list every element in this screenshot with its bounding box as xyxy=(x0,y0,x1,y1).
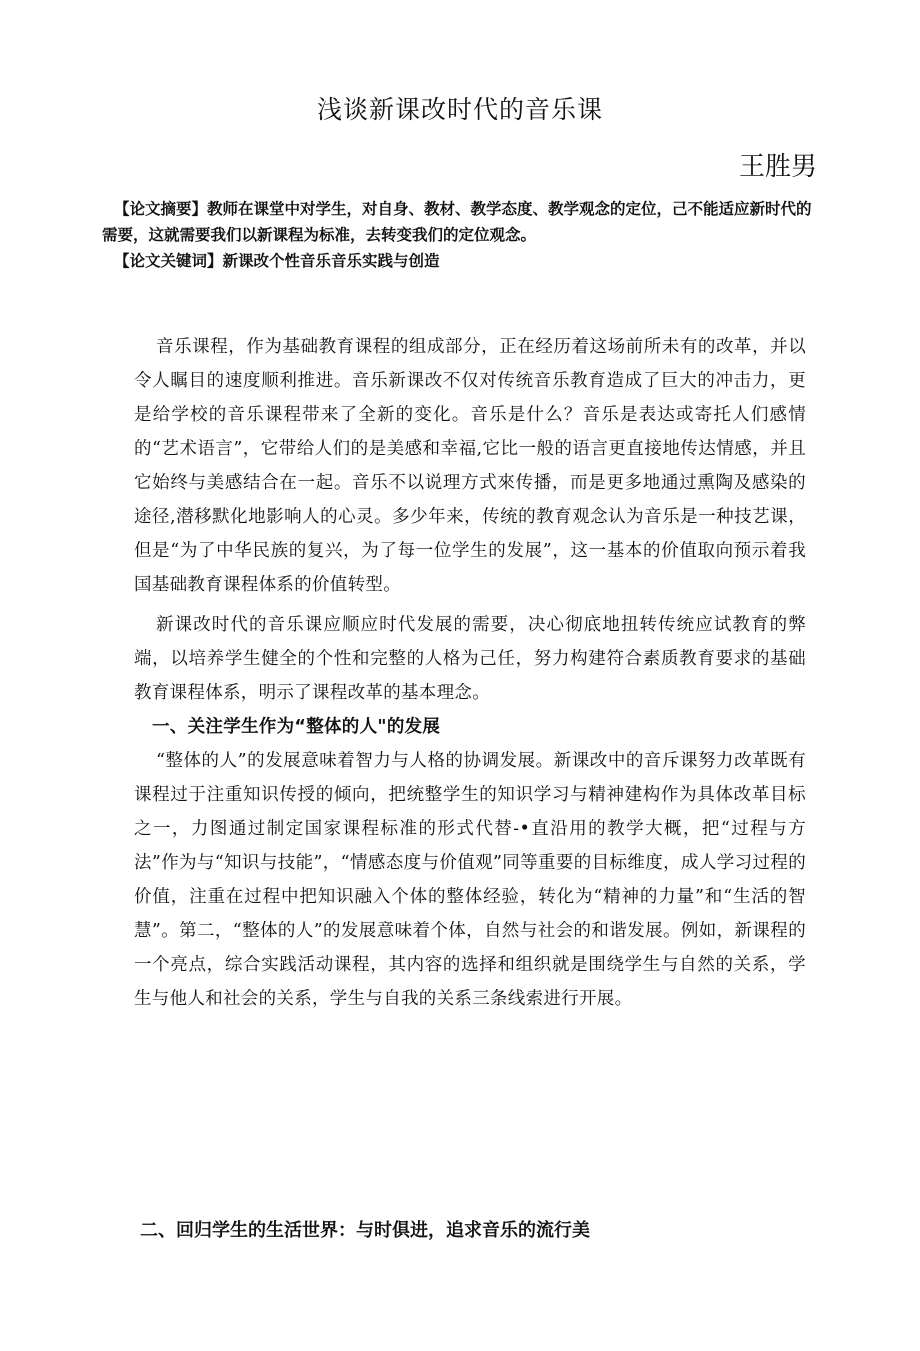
abstract-block xyxy=(102,196,814,274)
document-title: 浅谈新课改时代的音乐课 xyxy=(316,95,603,124)
body-paragraph-2: 新课改时代的音乐课应顺应时代发展的需要，决心彻底地扭转传统应试教育的弊端，以培养学生健全的个性和完整的人格为己任，努力构建符合素质教育要求的基础教育课程体系，明示了课程改革的基本理念。 xyxy=(134,615,806,703)
section-heading-2: 二、回归学生的生活世界：与时俱进，追求音乐的流行美 xyxy=(140,1220,590,1241)
document-author: 王胜男 xyxy=(738,152,817,182)
body-paragraph-1: 音乐课程，作为基础教育课程的组成部分，正在经历着这场前所未有的改革，并以令人瞩目的速度顺利推进。音乐新课改不仅对传统音乐教育造成了巨大的冲击力，更是给学校的音乐课程带来了全新的变化。音乐是什么？音乐是表达或寄托人们感情的“艺术语言”，它带给人们的是美感和幸福,它比一般的语言更直接地传达情感，并且它始终与美感结合在一起。音乐不以说理方式來传播，而是更多地通过熏陶及感染的途径,潜移默化地影响人的心灵。多少年来，传统的教育观念认为音乐是一种技艺课，但是“为了中华民族的复兴，为了每一位学生的发展”，这一基本的价值取向预示着我国基础教育课程体系的价值转型。 xyxy=(134,337,806,595)
keywords-text: 【论文关键词】新课改个性音乐音乐实践与创造 xyxy=(114,252,440,270)
section-1-paragraph: “整体的人”的发展意味着智力与人格的协调发展。新课改中的音斥课努力改革既有课程过于注重知识传授的倾向，把统整学生的知识学习与精神建构作为具体改革目标之一，力图通过制定国家课程标准的形式代替-•直沿用的教学大概，把“过程与方法”作为与“知识与技能”，“情感态度与价值观”同等重要的目标维度，成人学习过程的价值，注重在过程中把知识融入个体的整体经验，转化为“精神的力量”和“生活的智慧”。第二，“整体的人”的发展意味着个体，自然与社会的和谐发展。例如，新课程的一个亮点，综合实践活动课程，其内容的选择和组织就是围绕学生与自然的关系，学生与他人和社会的关系，学生与自我的关系三条线索进行开展。 xyxy=(134,751,806,1009)
section-heading-1: 一、关注学生作为“整体的人"的发展 xyxy=(152,717,441,737)
body-text xyxy=(134,330,806,1016)
abstract-text: 【论文摘要】教师在课堂中对学生，对自身、教材、教学态度、教学观念的定位，己不能适应新时代的需要，这就需要我们以新课程为标准，去转变我们的定位观念。 xyxy=(102,200,812,244)
